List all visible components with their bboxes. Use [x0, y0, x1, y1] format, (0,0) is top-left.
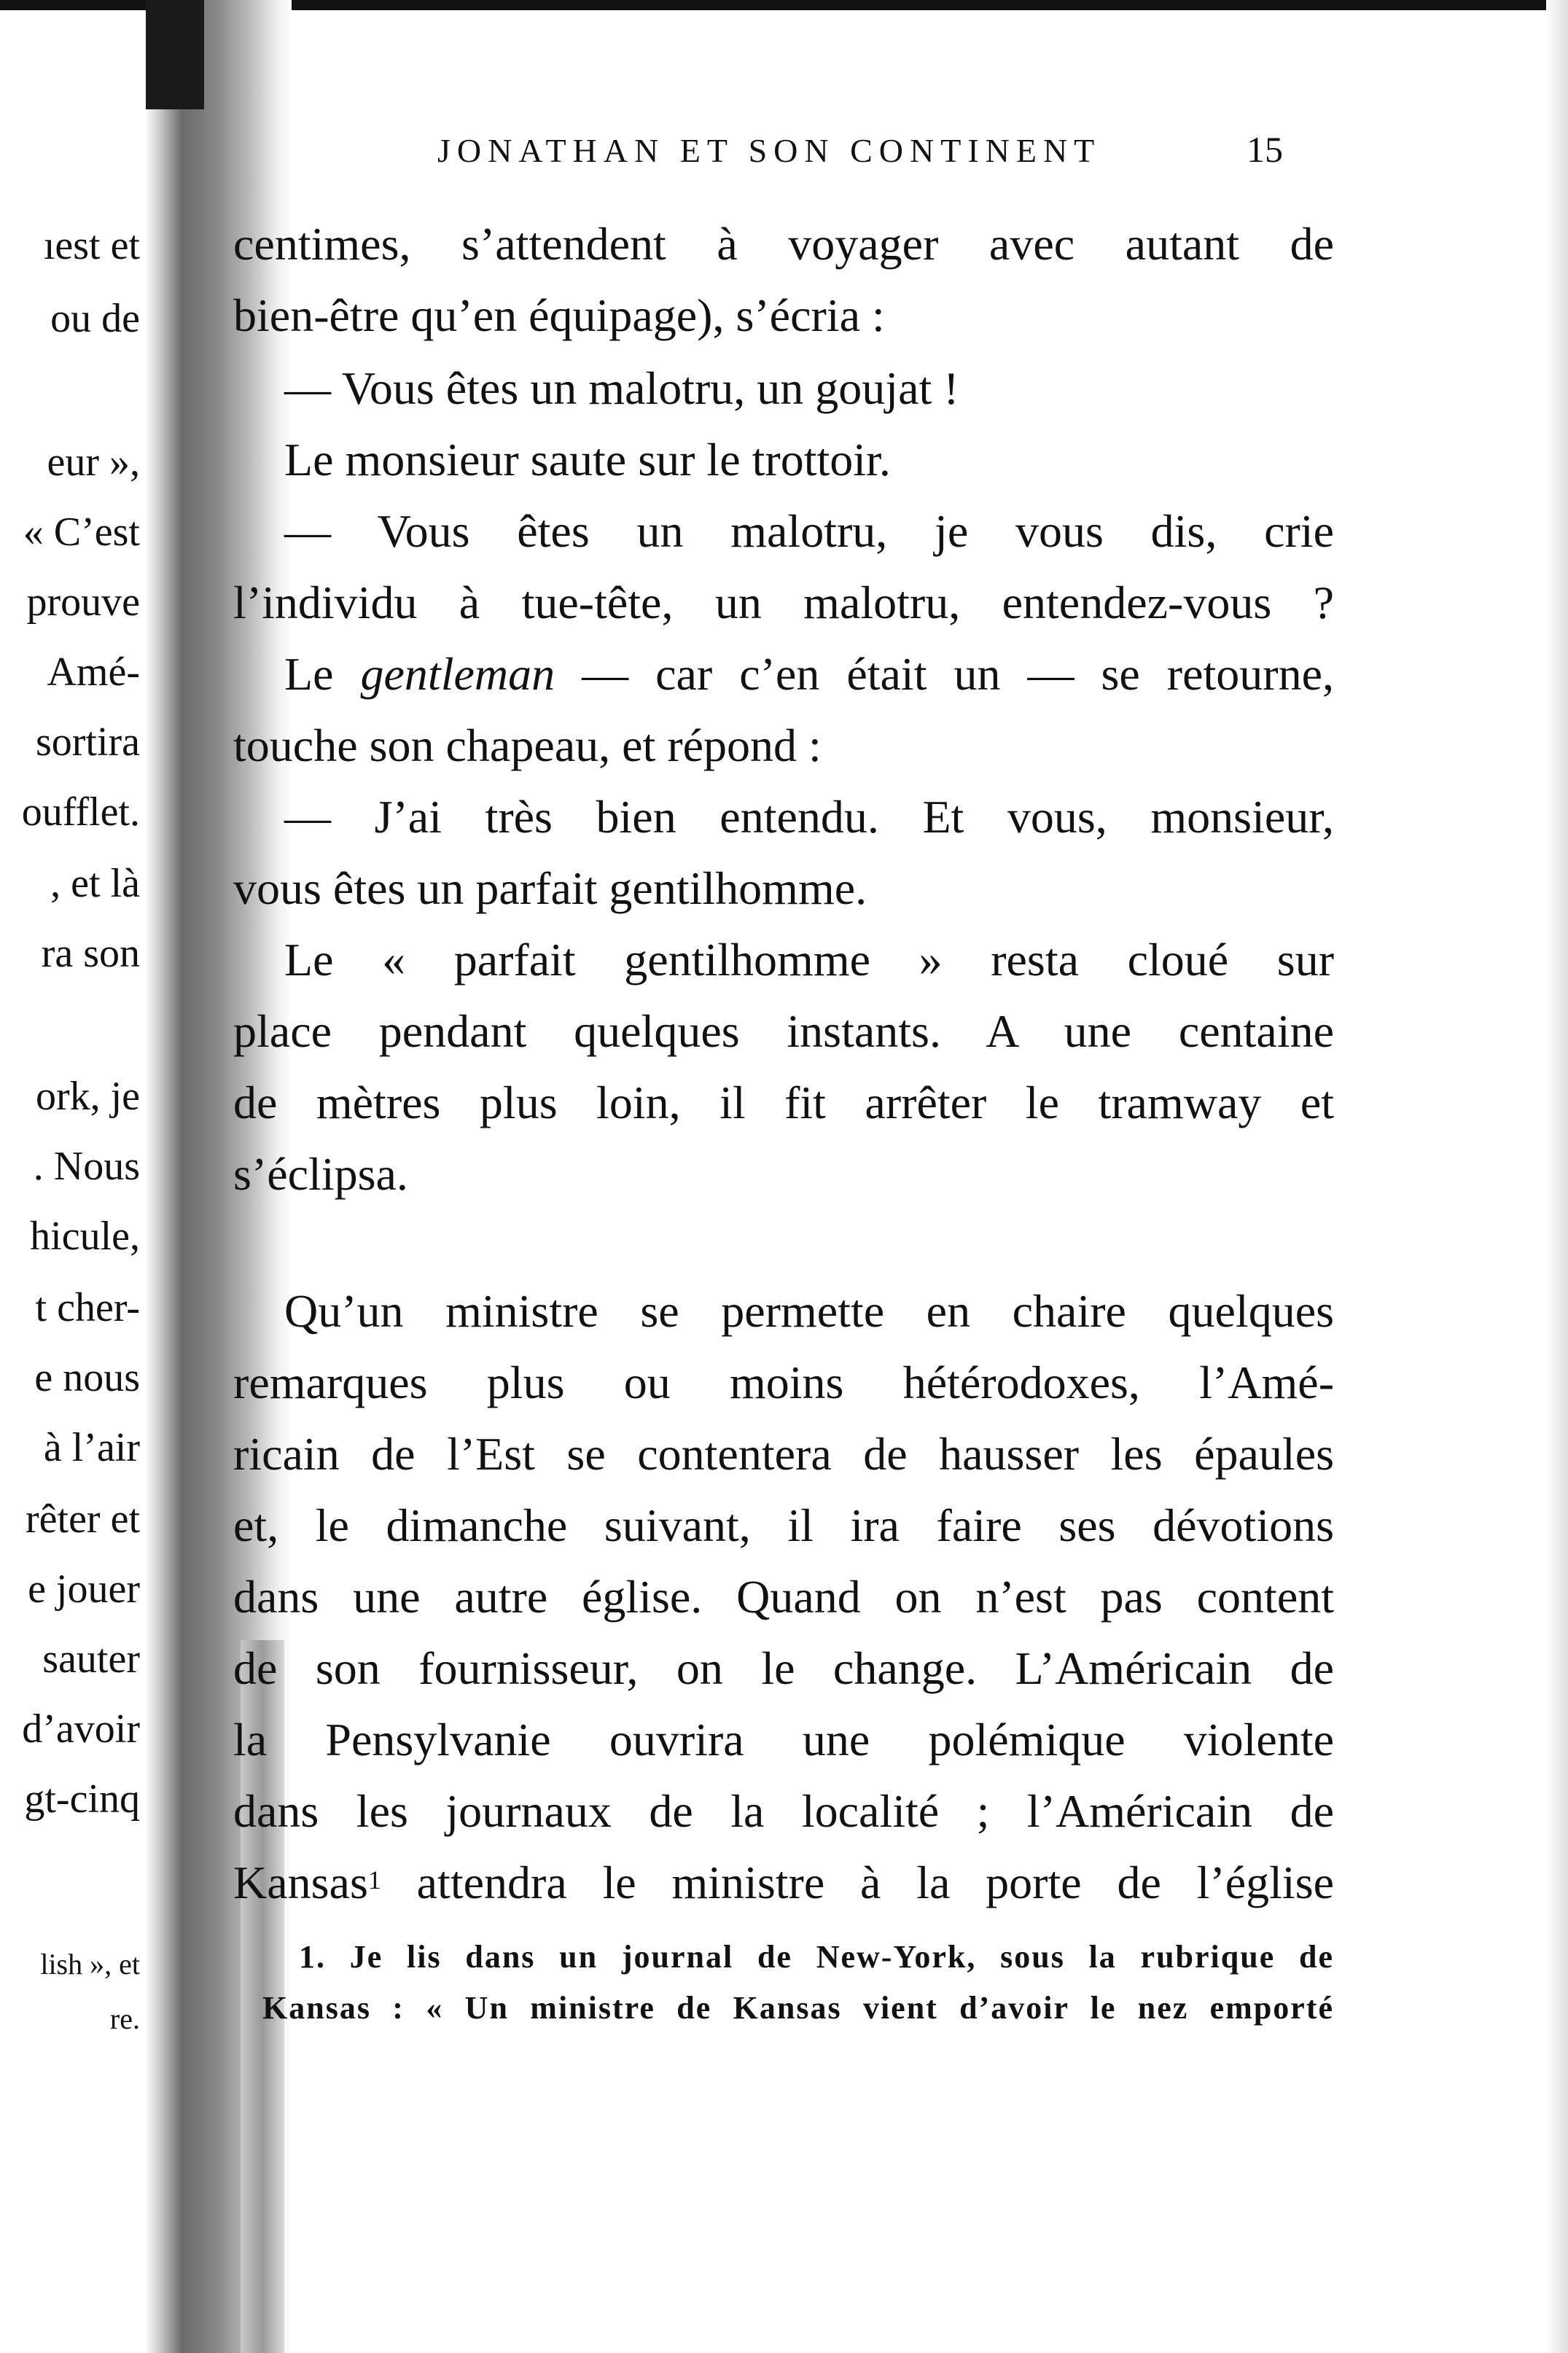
body-line: dans une autre église. Quand on n’est pas content — [233, 1571, 1334, 1623]
body-line: et, le dimanche suivant, il ira faire ses dévotions — [233, 1499, 1334, 1551]
left-page-line: rêter et — [26, 1497, 140, 1542]
body-line: touche son chapeau, et répond : — [233, 719, 822, 771]
text-span: Le — [284, 648, 334, 700]
left-page-line: hicule, — [30, 1214, 140, 1259]
text-span: attendra le ministre à la porte de l’église — [416, 1857, 1334, 1908]
left-page-line: eur », — [47, 440, 140, 485]
left-page-line: , et là — [50, 861, 140, 906]
page-number: 15 — [1247, 129, 1283, 170]
left-page-line: « C’est — [23, 510, 140, 555]
left-page-line: ıest et — [43, 223, 140, 268]
text-span: Kansas — [233, 1857, 368, 1908]
left-page-line: . Nous — [33, 1144, 140, 1189]
left-page-line: prouve — [26, 580, 140, 625]
body-line: — Vous êtes un malotru, un goujat ! — [284, 362, 959, 414]
gutter-dark-top — [146, 0, 204, 109]
left-page-note-line: re. — [109, 2002, 140, 2035]
left-page-line: ork, je — [35, 1074, 140, 1119]
main-page — [233, 0, 1335, 2353]
left-page-fragment — [0, 0, 146, 2353]
scan-right-edge — [1546, 0, 1568, 2353]
footnote-line: Kansas : « Un ministre de Kansas vient d’avoir le nez emporté — [262, 1990, 1334, 2026]
body-line: la Pensylvanie ouvrira une polémique violente — [233, 1714, 1334, 1765]
left-page-line: e jouer — [28, 1566, 140, 1612]
body-line: Qu’un ministre se permette en chaire quelques — [284, 1285, 1334, 1337]
italic-word: gentleman — [360, 648, 555, 700]
footnote-marker: 1 — [367, 1865, 381, 1895]
left-page-note-line: lish », et — [40, 1948, 140, 1981]
left-page-line: ou de — [50, 296, 140, 341]
body-line: Le monsieur saute sur le trottoir. — [284, 434, 891, 485]
left-page-line: gt-cinq — [24, 1776, 140, 1822]
left-page-line: oufflet. — [21, 789, 140, 835]
body-line: vous êtes un parfait gentilhomme. — [233, 862, 867, 914]
left-page-line: e nous — [34, 1355, 140, 1400]
left-page-line: ra son — [41, 931, 140, 976]
body-line: place pendant quelques instants. A une centaine — [233, 1005, 1334, 1057]
body-line: remarques plus ou moins hétérodoxes, l’Amé- — [233, 1357, 1334, 1408]
body-line: de son fournisseur, on le change. L’Américain de — [233, 1642, 1334, 1694]
footnote-line: 1. Je lis dans un journal de New-York, sous la rubrique de — [299, 1939, 1334, 1975]
body-line — [233, 1854, 1334, 1911]
body-line — [284, 646, 1334, 703]
body-line: ricain de l’Est se contentera de hausser les épaules — [233, 1428, 1334, 1480]
body-line: de mètres plus loin, il fit arrêter le tramway et — [233, 1077, 1334, 1128]
running-title: JONATHAN ET SON CONTINENT — [437, 132, 1101, 169]
left-page-line: sortira — [35, 719, 140, 765]
left-page-line: t cher- — [35, 1285, 140, 1330]
body-line: — J’ai très bien entendu. Et vous, monsieur, — [284, 791, 1334, 843]
body-line: bien-être qu’en équipage), s’écria : — [233, 289, 885, 341]
body-line: — Vous êtes un malotru, je vous dis, crie — [284, 505, 1334, 557]
left-page-line: sauter — [42, 1636, 140, 1682]
body-line: s’éclipsa. — [233, 1148, 408, 1200]
body-line: Le « parfait gentilhomme » resta cloué sur — [284, 934, 1334, 986]
left-page-line: à l’air — [43, 1425, 140, 1470]
left-page-line: Amé- — [47, 649, 140, 695]
body-line: l’individu à tue-tête, un malotru, entendez-vous ? — [233, 577, 1334, 628]
left-page-line: d’avoir — [22, 1706, 140, 1752]
body-line: dans les journaux de la localité ; l’Américain de — [233, 1785, 1334, 1837]
body-line: centimes, s’attendent à voyager avec autant de — [233, 218, 1334, 270]
text-span: — car c’en était un — se retourne, — [582, 648, 1335, 700]
